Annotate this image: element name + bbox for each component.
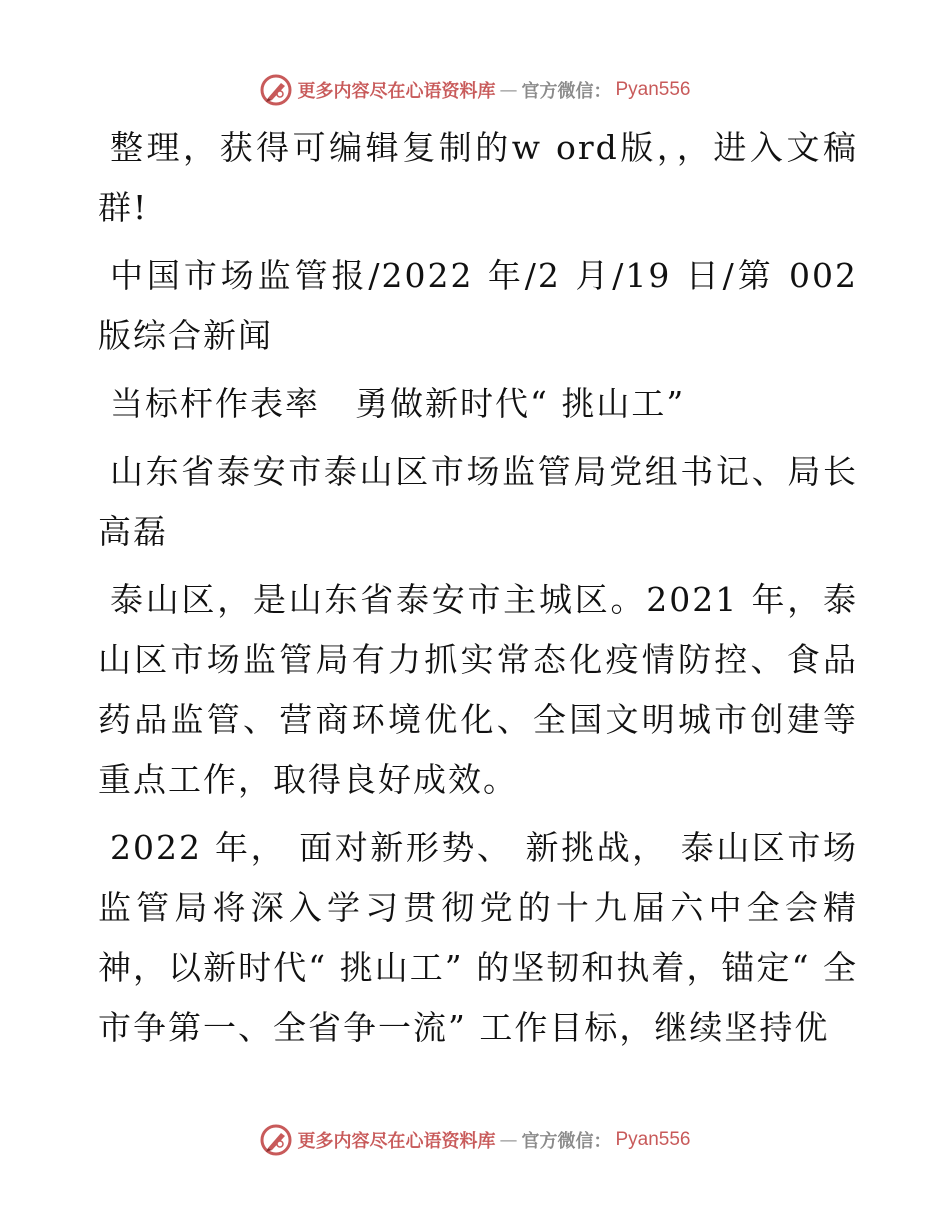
banner-wechat-id: Pyan556 [615,79,691,100]
footer-watermark-banner [0,1120,950,1160]
banner-separator: — [499,79,518,101]
pen-logo-icon [259,1123,293,1157]
banner-wechat-label: 官方微信： [521,1131,612,1152]
body-paragraph-1: 泰山区，是山东省泰安市主城区。2021 年，泰山区市场监管局有力抓实常态化疫情防控、食品药品监管、营商环境优化、全国文明城市创建等重点工作，取得良好成效。 [98,580,858,799]
banner-wechat-label: 官方微信： [521,81,612,102]
banner-separator: — [499,1129,518,1151]
header-watermark-banner [0,70,950,110]
pen-logo-icon [259,73,293,107]
banner-main-text: 更多内容尽在心语资料库 [297,81,496,102]
intro-paragraph: 整理，获得可编辑复制的w ord版，，进入文稿群! [98,128,858,227]
banner-wechat-id: Pyan556 [615,1129,691,1150]
body-paragraph-2: 2022 年， 面对新形势、 新挑战， 泰山区市场监管局将深入学习贯彻党的十九届六中全会精神，以新时代“ 挑山工” 的坚韧和执着，锚定“ 全市争第一、全省争一流” 工作目标，继续坚持优 [98,828,858,1047]
document-body [98,118,858,1066]
banner-main-text: 更多内容尽在心语资料库 [297,1131,496,1152]
author-line: 山东省泰安市泰山区市场监管局党组书记、局长高磊 [98,452,858,551]
article-headline: 当标杆作表率 勇做新时代“ 挑山工” [110,384,686,423]
source-line: 中国市场监管报/2022 年/2 月/19 日/第 002 版综合新闻 [98,256,858,355]
